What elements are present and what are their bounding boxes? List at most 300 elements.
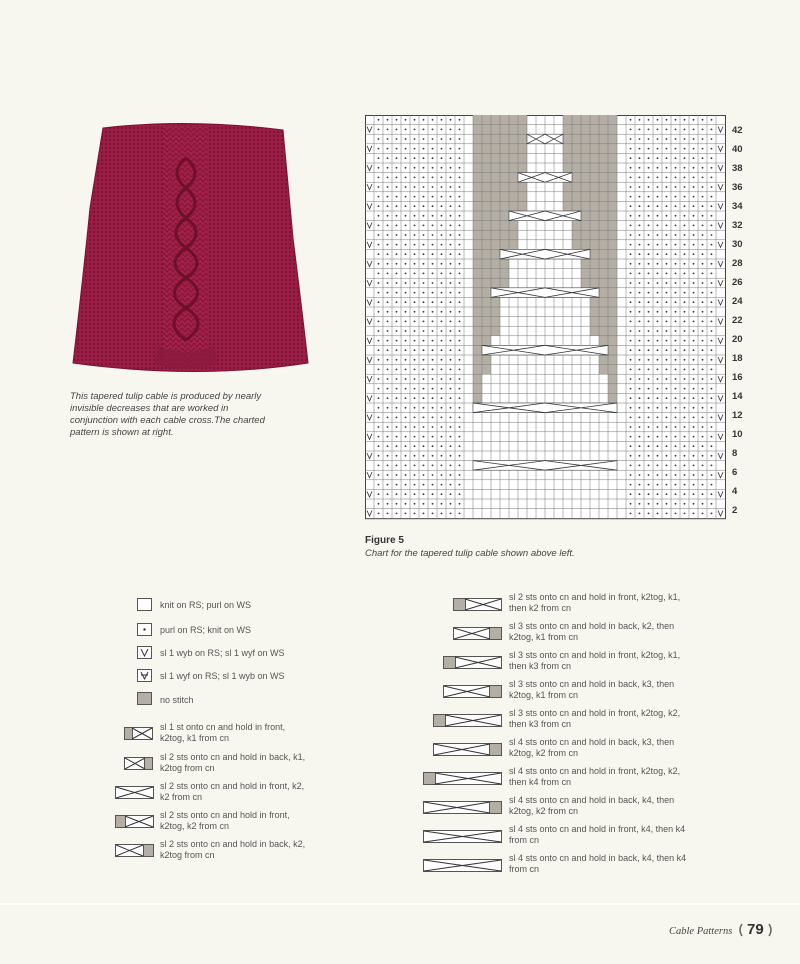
purl-dot xyxy=(405,263,407,265)
purl-dot xyxy=(693,378,695,380)
purl-dot xyxy=(432,513,434,515)
purl-dot xyxy=(387,388,389,390)
purl-dot xyxy=(666,493,668,495)
no-stitch-cell xyxy=(608,278,617,288)
purl-dot xyxy=(387,426,389,428)
purl-dot xyxy=(459,186,461,188)
purl-dot xyxy=(450,503,452,505)
purl-dot xyxy=(414,215,416,217)
purl-dot xyxy=(711,234,713,236)
purl-dot xyxy=(630,225,632,227)
purl-dot xyxy=(387,119,389,121)
purl-dot xyxy=(666,138,668,140)
purl-dot xyxy=(378,369,380,371)
purl-dot xyxy=(684,503,686,505)
no-stitch-cell xyxy=(590,134,599,144)
cable-symbol-icon xyxy=(115,844,155,858)
no-stitch-cell xyxy=(599,134,608,144)
purl-dot xyxy=(711,215,713,217)
purl-dot xyxy=(405,455,407,457)
purl-dot xyxy=(666,349,668,351)
no-stitch-cell xyxy=(599,173,608,183)
purl-dot xyxy=(423,330,425,332)
purl-dot xyxy=(450,359,452,361)
purl-dot xyxy=(684,369,686,371)
no-stitch-cell xyxy=(482,163,491,173)
purl-dot xyxy=(648,359,650,361)
no-stitch-cell xyxy=(608,384,617,394)
no-stitch-cell xyxy=(509,230,518,240)
purl-dot xyxy=(459,474,461,476)
purl-dot xyxy=(657,493,659,495)
purl-dot xyxy=(657,244,659,246)
purl-dot xyxy=(441,234,443,236)
legend-label: sl 4 sts onto cn and hold in back, k4, then k4 from cn xyxy=(509,853,687,874)
purl-dot xyxy=(639,426,641,428)
purl-dot xyxy=(378,167,380,169)
purl-dot xyxy=(657,503,659,505)
purl-dot xyxy=(693,234,695,236)
legend-label: sl 2 sts onto cn and hold in front, k2, k2 from cn xyxy=(160,781,305,802)
purl-dot xyxy=(648,167,650,169)
no-stitch-cell xyxy=(491,173,500,183)
purl-dot xyxy=(675,177,677,179)
purl-dot xyxy=(639,205,641,207)
no-stitch-cell xyxy=(473,259,482,269)
purl-dot xyxy=(711,186,713,188)
purl-dot xyxy=(432,445,434,447)
purl-dot xyxy=(693,263,695,265)
purl-dot xyxy=(639,493,641,495)
purl-dot xyxy=(630,369,632,371)
purl-dot xyxy=(702,167,704,169)
purl-dot xyxy=(423,388,425,390)
purl-dot xyxy=(396,225,398,227)
no-stitch-cell xyxy=(608,144,617,154)
purl-dot xyxy=(684,445,686,447)
purl-dot xyxy=(630,455,632,457)
purl-dot xyxy=(639,503,641,505)
purl-dot xyxy=(648,436,650,438)
purl-dot xyxy=(405,273,407,275)
purl-dot xyxy=(450,234,452,236)
no-stitch-cell xyxy=(509,144,518,154)
row-number: 38 xyxy=(732,163,743,174)
no-stitch-cell xyxy=(482,221,491,231)
row-number: 14 xyxy=(732,391,743,402)
purl-dot xyxy=(675,359,677,361)
purl-dot xyxy=(666,215,668,217)
no-stitch-cell xyxy=(608,355,617,365)
no-stitch-cell xyxy=(608,326,617,336)
purl-dot xyxy=(405,138,407,140)
purl-dot xyxy=(459,407,461,409)
purl-dot xyxy=(639,513,641,515)
no-stitch-cell xyxy=(491,201,500,211)
purl-dot xyxy=(639,455,641,457)
purl-dot xyxy=(378,148,380,150)
purl-dot xyxy=(657,186,659,188)
purl-dot xyxy=(657,474,659,476)
purl-dot xyxy=(405,167,407,169)
purl-dot xyxy=(630,349,632,351)
no-stitch-cell xyxy=(473,317,482,327)
no-stitch-cell xyxy=(491,326,500,336)
purl-dot xyxy=(693,445,695,447)
no-stitch-cell xyxy=(572,144,581,154)
page-number: 79 xyxy=(747,921,764,938)
purl-dot xyxy=(432,138,434,140)
purl-dot xyxy=(387,263,389,265)
no-stitch-cell xyxy=(581,192,590,202)
purl-dot xyxy=(432,157,434,159)
no-stitch-cell xyxy=(473,153,482,163)
footer-divider xyxy=(0,903,800,905)
purl-dot xyxy=(675,234,677,236)
purl-dot xyxy=(450,167,452,169)
purl-dot xyxy=(702,196,704,198)
no-stitch-cell xyxy=(563,115,572,125)
no-stitch-cell xyxy=(509,134,518,144)
purl-dot xyxy=(648,129,650,131)
purl-dot xyxy=(630,359,632,361)
no-stitch-cell xyxy=(500,173,509,183)
purl-dot xyxy=(666,292,668,294)
purl-dot xyxy=(378,186,380,188)
purl-dot xyxy=(405,234,407,236)
purl-dot xyxy=(675,388,677,390)
no-stitch-cell xyxy=(500,240,509,250)
no-stitch-cell xyxy=(599,355,608,365)
no-stitch-cell xyxy=(482,297,491,307)
purl-dot xyxy=(702,513,704,515)
no-stitch-cell xyxy=(599,307,608,317)
purl-dot xyxy=(387,378,389,380)
purl-dot xyxy=(423,340,425,342)
no-stitch-cell xyxy=(599,249,608,259)
no-stitch-cell xyxy=(473,269,482,279)
purl-dot xyxy=(711,340,713,342)
purl-dot xyxy=(648,273,650,275)
purl-dot xyxy=(423,369,425,371)
purl-dot xyxy=(702,177,704,179)
purl-dot xyxy=(459,282,461,284)
purl-dot xyxy=(702,503,704,505)
purl-dot xyxy=(405,474,407,476)
purl-dot xyxy=(693,129,695,131)
purl-dot xyxy=(396,340,398,342)
legend-label: sl 1 st onto cn and hold in front, k2tog, k1 from cn xyxy=(160,722,286,743)
purl-dot xyxy=(387,215,389,217)
purl-dot xyxy=(405,225,407,227)
purl-dot xyxy=(630,177,632,179)
no-stitch-cell xyxy=(500,182,509,192)
purl-dot xyxy=(396,445,398,447)
purl-dot xyxy=(675,349,677,351)
purl-dot xyxy=(639,253,641,255)
cable-symbol-icon xyxy=(453,627,503,641)
purl-dot xyxy=(630,388,632,390)
no-stitch-cell xyxy=(608,163,617,173)
purl-dot xyxy=(414,369,416,371)
purl-dot xyxy=(414,340,416,342)
no-stitch-cell xyxy=(473,345,482,355)
no-stitch-cell xyxy=(491,278,500,288)
purl-dot xyxy=(405,311,407,313)
purl-dot xyxy=(405,349,407,351)
purl-dot xyxy=(630,407,632,409)
purl-dot xyxy=(432,311,434,313)
purl-dot xyxy=(378,417,380,419)
purl-dot xyxy=(693,426,695,428)
purl-dot xyxy=(450,369,452,371)
purl-dot xyxy=(675,513,677,515)
purl-dot xyxy=(630,205,632,207)
purl-dot xyxy=(459,292,461,294)
purl-dot xyxy=(378,465,380,467)
no-stitch-cell xyxy=(590,182,599,192)
no-stitch-cell xyxy=(572,125,581,135)
no-stitch-cell xyxy=(608,249,617,259)
purl-dot xyxy=(630,340,632,342)
purl-dot xyxy=(414,330,416,332)
no-stitch-cell xyxy=(599,192,608,202)
purl-dot xyxy=(657,321,659,323)
no-stitch-cell xyxy=(500,201,509,211)
no-stitch-cell xyxy=(590,125,599,135)
purl-dot xyxy=(666,445,668,447)
cable-cross xyxy=(473,403,617,413)
purl-dot xyxy=(657,513,659,515)
no-stitch-cell xyxy=(563,163,572,173)
purl-dot xyxy=(423,311,425,313)
purl-dot xyxy=(666,369,668,371)
purl-dot xyxy=(459,263,461,265)
no-stitch-cell xyxy=(599,317,608,327)
purl-dot xyxy=(684,301,686,303)
purl-dot xyxy=(675,503,677,505)
purl-dot xyxy=(675,263,677,265)
purl-dot xyxy=(630,301,632,303)
purl-dot xyxy=(387,340,389,342)
purl-dot xyxy=(405,369,407,371)
purl-dot xyxy=(711,263,713,265)
purl-dot xyxy=(711,397,713,399)
purl-dot xyxy=(657,359,659,361)
purl-dot xyxy=(459,340,461,342)
purl-dot xyxy=(378,234,380,236)
purl-dot xyxy=(450,301,452,303)
purl-dot xyxy=(630,273,632,275)
purl-dot xyxy=(657,378,659,380)
purl-dot xyxy=(405,244,407,246)
purl-dot xyxy=(630,148,632,150)
purl-dot xyxy=(684,349,686,351)
no-stitch-cell xyxy=(581,278,590,288)
purl-dot xyxy=(414,273,416,275)
purl-dot xyxy=(459,253,461,255)
purl-dot xyxy=(675,455,677,457)
purl-dot xyxy=(405,215,407,217)
no-stitch-cell xyxy=(608,240,617,250)
purl-dot xyxy=(414,417,416,419)
purl-dot xyxy=(693,493,695,495)
purl-dot xyxy=(432,244,434,246)
purl-dot xyxy=(378,330,380,332)
purl-dot xyxy=(702,263,704,265)
purl-dot xyxy=(711,148,713,150)
purl-dot xyxy=(414,445,416,447)
cable-symbol-icon xyxy=(124,727,154,741)
no-stitch-cell xyxy=(491,192,500,202)
purl-dot xyxy=(423,359,425,361)
purl-dot xyxy=(396,196,398,198)
no-stitch-cell xyxy=(599,115,608,125)
purl-dot xyxy=(450,311,452,313)
purl-dot xyxy=(405,119,407,121)
purl-dot xyxy=(684,234,686,236)
purl-dot xyxy=(387,148,389,150)
purl-dot xyxy=(378,205,380,207)
purl-dot xyxy=(648,474,650,476)
purl-dot xyxy=(396,157,398,159)
purl-dot xyxy=(675,445,677,447)
purl-dot xyxy=(702,244,704,246)
purl-dot xyxy=(693,311,695,313)
purl-dot xyxy=(639,148,641,150)
purl-dot xyxy=(441,157,443,159)
no-stitch-cell xyxy=(608,288,617,298)
legend-label: sl 1 wyf on RS; sl 1 wyb on WS xyxy=(160,671,285,681)
purl-dot xyxy=(432,397,434,399)
purl-dot xyxy=(666,417,668,419)
purl-dot xyxy=(630,493,632,495)
purl-dot xyxy=(711,321,713,323)
purl-dot xyxy=(702,205,704,207)
purl-dot xyxy=(693,359,695,361)
purl-dot xyxy=(441,119,443,121)
purl-dot xyxy=(630,397,632,399)
purl-dot xyxy=(711,436,713,438)
purl-dot xyxy=(450,474,452,476)
purl-dot xyxy=(639,167,641,169)
purl-dot xyxy=(450,186,452,188)
purl-dot xyxy=(666,397,668,399)
purl-dot xyxy=(639,225,641,227)
purl-dot xyxy=(459,157,461,159)
purl-dot xyxy=(441,484,443,486)
purl-dot xyxy=(666,455,668,457)
purl-dot xyxy=(459,436,461,438)
no-stitch-cell xyxy=(500,125,509,135)
purl-dot xyxy=(711,225,713,227)
purl-dot xyxy=(396,513,398,515)
purl-dot xyxy=(414,253,416,255)
no-stitch-cell xyxy=(491,259,500,269)
no-stitch-cell xyxy=(473,115,482,125)
purl-dot xyxy=(441,417,443,419)
purl-dot xyxy=(441,167,443,169)
purl-dot xyxy=(423,455,425,457)
purl-dot xyxy=(675,196,677,198)
purl-dot xyxy=(378,129,380,131)
purl-dot xyxy=(396,474,398,476)
purl-dot xyxy=(387,455,389,457)
purl-dot xyxy=(684,436,686,438)
purl-dot xyxy=(423,436,425,438)
purl-dot xyxy=(693,503,695,505)
purl-dot xyxy=(693,388,695,390)
purl-dot xyxy=(414,465,416,467)
purl-dot xyxy=(684,177,686,179)
purl-dot xyxy=(648,349,650,351)
dot-symbol-icon xyxy=(137,623,153,637)
row-number: 36 xyxy=(732,182,743,193)
purl-dot xyxy=(666,436,668,438)
legend-label: sl 1 wyb on RS; sl 1 wyf on WS xyxy=(160,648,285,658)
purl-dot xyxy=(630,253,632,255)
purl-dot xyxy=(450,157,452,159)
no-stitch-cell xyxy=(608,297,617,307)
no-stitch-cell xyxy=(482,182,491,192)
purl-dot xyxy=(441,369,443,371)
purl-dot xyxy=(405,292,407,294)
purl-dot xyxy=(441,445,443,447)
purl-dot xyxy=(648,417,650,419)
no-stitch-cell xyxy=(482,355,491,365)
purl-dot xyxy=(684,426,686,428)
purl-dot xyxy=(405,436,407,438)
purl-dot xyxy=(675,340,677,342)
purl-dot xyxy=(711,369,713,371)
purl-dot xyxy=(711,349,713,351)
purl-dot xyxy=(423,129,425,131)
purl-dot xyxy=(459,465,461,467)
purl-dot xyxy=(657,167,659,169)
purl-dot xyxy=(693,474,695,476)
purl-dot xyxy=(396,378,398,380)
purl-dot xyxy=(693,330,695,332)
purl-dot xyxy=(711,465,713,467)
purl-dot xyxy=(396,273,398,275)
purl-dot xyxy=(387,407,389,409)
purl-dot xyxy=(432,215,434,217)
purl-dot xyxy=(441,388,443,390)
no-stitch-cell xyxy=(482,336,491,346)
row-number: 30 xyxy=(732,239,743,250)
purl-dot xyxy=(441,397,443,399)
no-stitch-cell xyxy=(473,307,482,317)
purl-dot xyxy=(423,426,425,428)
purl-dot xyxy=(675,484,677,486)
legend-label: sl 4 sts onto cn and hold in back, k4, then k2tog, k2 from cn xyxy=(509,795,675,816)
purl-dot xyxy=(675,493,677,495)
purl-dot xyxy=(441,215,443,217)
purl-dot xyxy=(396,148,398,150)
purl-dot xyxy=(648,177,650,179)
purl-dot xyxy=(432,177,434,179)
no-stitch-cell xyxy=(581,221,590,231)
purl-dot xyxy=(657,455,659,457)
no-stitch-cell xyxy=(590,317,599,327)
purl-dot xyxy=(684,167,686,169)
no-stitch-cell xyxy=(599,163,608,173)
no-stitch-cell xyxy=(563,153,572,163)
no-stitch-cell xyxy=(473,134,482,144)
purl-dot xyxy=(387,445,389,447)
purl-dot xyxy=(711,417,713,419)
no-stitch-cell xyxy=(473,125,482,135)
